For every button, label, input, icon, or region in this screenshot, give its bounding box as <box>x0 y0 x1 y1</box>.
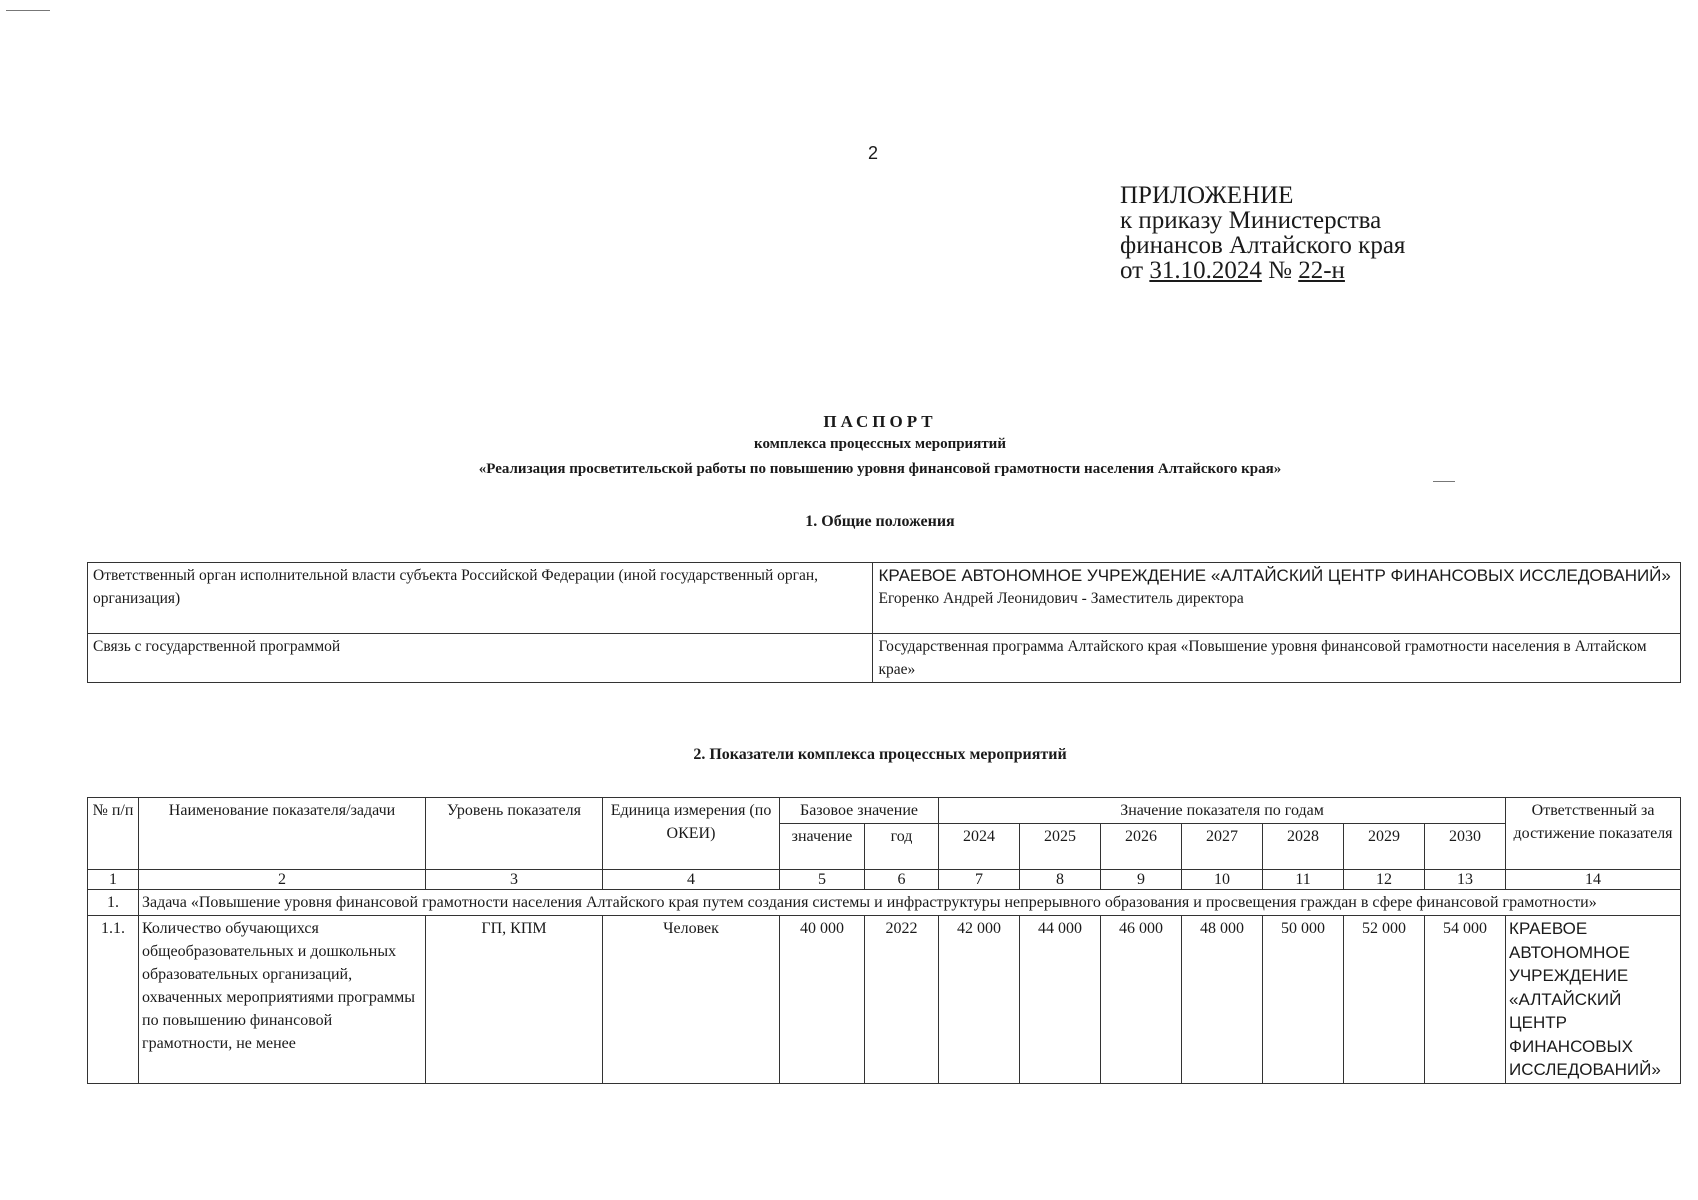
general-value: Государственная программа Алтайского края «Повышение уровня финансовой грамотности населения в Алтайском крае» <box>873 634 1681 683</box>
responsible-org: КРАЕВОЕ АВТОНОМНОЕ УЧРЕЖДЕНИЕ «АЛТАЙСКИЙ ЦЕНТР ФИНАНСОВЫХ ИССЛЕДОВАНИЙ» <box>878 566 1671 585</box>
header-num: № п/п <box>88 798 139 870</box>
column-number: 3 <box>426 870 603 890</box>
scan-artifact-line <box>1433 481 1455 482</box>
column-number: 8 <box>1020 870 1101 890</box>
header-level: Уровень показателя <box>426 798 603 870</box>
indicator-name: Количество обучающихся общеобразовательных и дошкольных образовательных организаций, охваченных мероприятиями программы по повышению финансовой грамотности, не менее <box>139 916 426 1084</box>
header-year: 2027 <box>1182 824 1263 870</box>
indicator-value-2030: 54 000 <box>1425 916 1506 1084</box>
header-base-value: значение <box>780 824 865 870</box>
header-year: 2025 <box>1020 824 1101 870</box>
general-label: Ответственный орган исполнительной власти субъекта Российской Федерации (иной государственный орган, организация) <box>88 563 873 634</box>
indicator-value-2029: 52 000 <box>1344 916 1425 1084</box>
approval-date: 31.10.2024 <box>1149 257 1262 284</box>
indicator-num: 1.1. <box>88 916 139 1084</box>
table-row <box>88 634 1681 683</box>
document-name: «Реализация просветительской работы по повышению уровня финансовой грамотности населения Алтайского края» <box>478 461 1282 477</box>
header-year: 2028 <box>1263 824 1344 870</box>
approval-number: 22-н <box>1298 257 1345 284</box>
header-name: Наименование показателя/задачи <box>139 798 426 870</box>
general-label: Связь с государственной программой <box>88 634 873 683</box>
column-numbers-row <box>88 870 1681 890</box>
indicator-level: ГП, КПМ <box>426 916 603 1084</box>
header-years-group: Значение показателя по годам <box>939 798 1506 824</box>
column-number: 7 <box>939 870 1020 890</box>
header-base-year: год <box>865 824 939 870</box>
approval-from: от <box>1120 257 1144 284</box>
header-responsible: Ответственный за достижение показателя <box>1506 798 1681 870</box>
indicator-value-2026: 46 000 <box>1101 916 1182 1084</box>
document-subtitle: комплекса процессных мероприятий <box>754 436 1006 452</box>
section1-heading: 1. Общие положения <box>805 513 955 530</box>
header-year: 2029 <box>1344 824 1425 870</box>
indicator-row <box>88 916 1681 1084</box>
column-number: 9 <box>1101 870 1182 890</box>
document-heading: ПАСПОРТ <box>823 412 937 431</box>
scan-artifact-line <box>6 10 50 11</box>
indicator-base-year: 2022 <box>865 916 939 1084</box>
indicator-base-value: 40 000 <box>780 916 865 1084</box>
task-text: Задача «Повышение уровня финансовой грамотности населения Алтайского края путем создания системы и инфраструктуры непрерывного образования и просвещения граждан в сфере финансовой грамотности» <box>139 890 1681 916</box>
table-header-row <box>88 798 1681 824</box>
column-number: 6 <box>865 870 939 890</box>
page-number: 2 <box>868 143 879 163</box>
column-number: 14 <box>1506 870 1681 890</box>
column-number: 4 <box>603 870 780 890</box>
task-row <box>88 890 1681 916</box>
approval-title: ПРИЛОЖЕНИЕ <box>1120 182 1294 209</box>
indicator-value-2027: 48 000 <box>1182 916 1263 1084</box>
header-unit: Единица измерения (по ОКЕИ) <box>603 798 780 870</box>
table-row <box>88 563 1681 634</box>
column-number: 11 <box>1263 870 1344 890</box>
column-number: 2 <box>139 870 426 890</box>
header-base: Базовое значение <box>780 798 939 824</box>
approval-order-line: к приказу Министерства <box>1120 207 1382 234</box>
approval-number-sign: № <box>1268 257 1292 284</box>
column-number: 5 <box>780 870 865 890</box>
indicator-value-2028: 50 000 <box>1263 916 1344 1084</box>
header-year: 2026 <box>1101 824 1182 870</box>
column-number: 13 <box>1425 870 1506 890</box>
approval-date-line <box>1120 258 1405 283</box>
indicators-table <box>87 797 1681 1084</box>
column-number: 1 <box>88 870 139 890</box>
general-value <box>873 563 1681 634</box>
header-year: 2030 <box>1425 824 1506 870</box>
indicator-value-2025: 44 000 <box>1020 916 1101 1084</box>
general-provisions-table <box>87 562 1681 683</box>
responsible-person: Егоренко Андрей Леонидович - Заместитель директора <box>878 590 1244 607</box>
approval-stamp <box>1120 183 1405 283</box>
indicator-responsible: КРАЕВОЕ АВТОНОМНОЕ УЧРЕЖДЕНИЕ «АЛТАЙСКИЙ ЦЕНТР ФИНАНСОВЫХ ИССЛЕДОВАНИЙ» <box>1506 916 1681 1084</box>
section2-heading: 2. Показатели комплекса процессных мероприятий <box>693 746 1067 763</box>
indicator-value-2024: 42 000 <box>939 916 1020 1084</box>
column-number: 10 <box>1182 870 1263 890</box>
column-number: 12 <box>1344 870 1425 890</box>
approval-ministry-line: финансов Алтайского края <box>1120 232 1406 259</box>
task-num: 1. <box>88 890 139 916</box>
indicator-unit: Человек <box>603 916 780 1084</box>
header-year: 2024 <box>939 824 1020 870</box>
